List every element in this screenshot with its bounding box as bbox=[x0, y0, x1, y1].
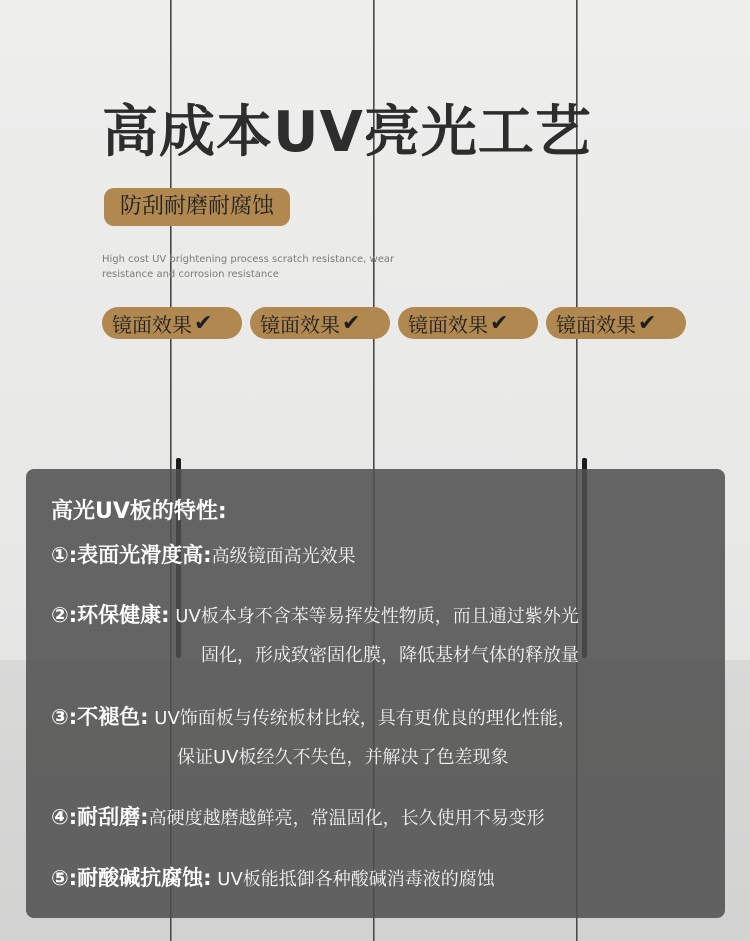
feature-desc: UV板本身不含苯等易挥发性物质，而且通过紫外光 bbox=[169, 606, 579, 627]
checkmark-icon: ✔ bbox=[638, 310, 657, 336]
feature-pill bbox=[546, 307, 686, 339]
feature-pill bbox=[398, 307, 538, 339]
feature-head: ③:不褪色: bbox=[51, 705, 149, 729]
feature-pill bbox=[102, 307, 242, 339]
feature-head: ⑤:耐酸碱抗腐蚀: bbox=[51, 866, 212, 890]
feature-desc: UV饰面板与传统板材比较，具有更优良的理化性能， bbox=[148, 708, 576, 729]
checkmark-icon: ✔ bbox=[194, 310, 213, 336]
feature-desc-cont: 固化，形成致密固化膜，降低基材气体的释放量 bbox=[201, 645, 579, 666]
feature-desc: 高级镜面高光效果 bbox=[211, 546, 356, 567]
page-title: 高成本UV亮光工艺 bbox=[102, 100, 592, 165]
feature-pill bbox=[250, 307, 390, 339]
feature-item bbox=[51, 599, 579, 667]
feature-desc-cont: 保证UV板经久不失色，并解决了色差现象 bbox=[177, 747, 509, 768]
subtitle-badge: 防刮耐磨耐腐蚀 bbox=[104, 188, 290, 226]
feature-desc: UV板能抵御各种酸碱消毒液的腐蚀 bbox=[211, 869, 495, 890]
feature-head: ④:耐刮磨: bbox=[51, 805, 149, 829]
checkmark-icon: ✔ bbox=[490, 310, 509, 336]
feature-item bbox=[51, 862, 495, 892]
feature-head: ①:表面光滑度高: bbox=[51, 543, 212, 567]
feature-item bbox=[51, 801, 545, 831]
feature-desc: 高硬度越磨越鲜亮，常温固化，长久使用不易变形 bbox=[148, 808, 545, 829]
feature-item bbox=[51, 701, 576, 769]
pill-label: 镜面效果 bbox=[112, 312, 192, 337]
pill-label: 镜面效果 bbox=[408, 312, 488, 337]
feature-item bbox=[51, 539, 356, 569]
checkmark-icon: ✔ bbox=[342, 310, 361, 336]
english-description: High cost UV brightening process scratch resistance, wear resistance and corrosion resistance bbox=[102, 254, 395, 280]
features-panel bbox=[26, 469, 725, 918]
pill-label: 镜面效果 bbox=[260, 312, 340, 337]
panel-title: 高光UV板的特性: bbox=[51, 499, 227, 524]
feature-head: ②:环保健康: bbox=[51, 603, 170, 627]
feature-pill-row bbox=[102, 307, 686, 339]
pill-label: 镜面效果 bbox=[556, 312, 636, 337]
